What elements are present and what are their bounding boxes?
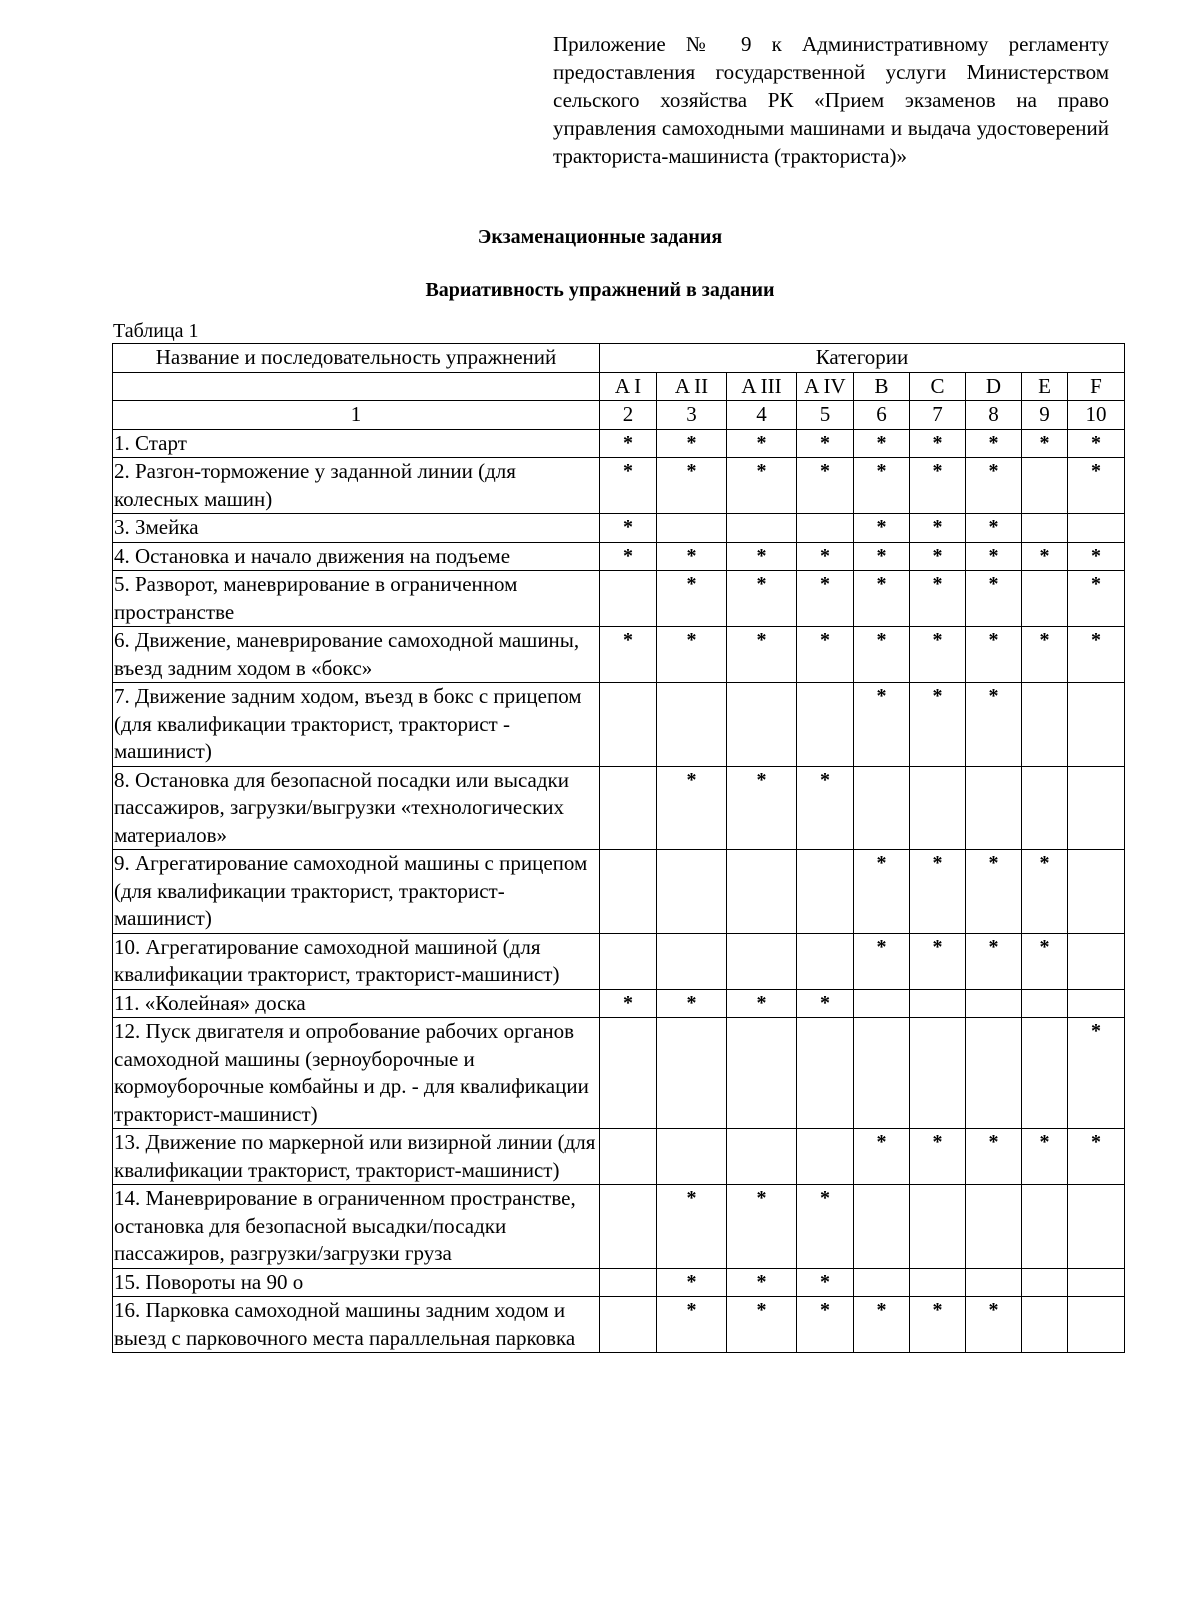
category-mark [600,571,657,627]
category-mark: * [1022,542,1068,571]
category-mark [910,989,966,1018]
category-mark [1022,989,1068,1018]
category-mark [1022,1297,1068,1353]
category-mark: * [910,514,966,543]
category-mark: * [966,514,1022,543]
category-mark: * [854,571,910,627]
column-number-cell: 2 [600,401,657,430]
category-mark [910,1018,966,1129]
exam-title: Экзаменационные задания [477,226,723,248]
category-mark [727,1018,797,1129]
category-mark [854,1268,910,1297]
category-mark [1022,1268,1068,1297]
category-mark [966,1018,1022,1129]
exercise-name: 13. Движение по маркерной или визирной линии (для квалификации тракторист, тракторист-машинист) [113,1129,600,1185]
category-mark: * [910,683,966,767]
category-mark [600,1129,657,1185]
category-mark: * [797,989,854,1018]
category-mark: * [1022,627,1068,683]
category-mark [657,1018,727,1129]
category-mark: * [797,1268,854,1297]
category-mark: * [797,571,854,627]
table-row [113,1268,1125,1297]
category-mark [1068,1297,1125,1353]
category-mark: * [854,933,910,989]
category-mark: * [854,514,910,543]
category-mark: * [727,1268,797,1297]
table-row [113,1297,1125,1353]
exercise-table [112,343,1125,1353]
variability-title: Вариативность упражнений в задании [425,279,775,301]
category-mark [1068,1185,1125,1269]
category-mark: * [657,429,727,458]
exercise-name: 7. Движение задним ходом, въезд в бокс с прицепом (для квалификации тракторист, тракторист - машинист) [113,683,600,767]
column-number-cell: 9 [1022,401,1068,430]
category-mark [966,1185,1022,1269]
category-mark [1022,1018,1068,1129]
category-mark [727,1129,797,1185]
table-row [113,933,1125,989]
category-cell: D [966,372,1022,401]
category-mark [966,766,1022,850]
category-mark: * [797,458,854,514]
annex-text: Приложение № 9 к Административному регламенту предоставления государственной услуги Министерством сельского хозяйства РК «Прием экзаменов на право управления самоходными машинами и выдача удостоверений тракториста-машиниста (тракториста)» [553,32,1109,168]
table-row [113,571,1125,627]
category-mark: * [854,1297,910,1353]
column-number-row [113,401,1125,430]
category-cell: A IV [797,372,854,401]
category-mark: * [727,766,797,850]
category-mark: * [797,1297,854,1353]
category-mark: * [910,933,966,989]
column-number-cell: 6 [854,401,910,430]
category-mark: * [910,1297,966,1353]
category-mark [600,1297,657,1353]
category-mark [854,766,910,850]
category-mark: * [966,933,1022,989]
category-mark: * [727,1297,797,1353]
category-mark [1022,766,1068,850]
category-mark [797,1018,854,1129]
category-mark [797,514,854,543]
category-mark [1022,571,1068,627]
exercise-name: 2. Разгон-торможение у заданной линии (для колесных машин) [113,458,600,514]
category-mark [910,1185,966,1269]
category-mark: * [1068,1129,1125,1185]
table-row [113,989,1125,1018]
column-number-cell: 3 [657,401,727,430]
category-mark [854,1185,910,1269]
category-mark: * [1068,627,1125,683]
table-row [113,627,1125,683]
category-mark: * [600,542,657,571]
category-mark: * [797,1185,854,1269]
column-number-cell: 8 [966,401,1022,430]
exercise-name: 10. Агрегатирование самоходной машиной (для квалификации тракторист, тракторист-машинист) [113,933,600,989]
empty-cell [113,372,600,401]
table-label: Таблица 1 [113,320,199,342]
category-mark: * [910,850,966,934]
category-mark: * [910,458,966,514]
category-mark [600,850,657,934]
column-number-cell: 4 [727,401,797,430]
category-mark: * [910,542,966,571]
category-mark [657,933,727,989]
category-cell: A II [657,372,727,401]
category-cell: A I [600,372,657,401]
category-mark [657,683,727,767]
category-mark [727,933,797,989]
category-mark: * [657,571,727,627]
category-mark [910,766,966,850]
category-mark: * [657,542,727,571]
exercise-column-header: Название и последовательность упражнений [113,344,600,373]
category-mark [966,989,1022,1018]
category-mark [657,514,727,543]
category-mark: * [854,683,910,767]
category-mark: * [966,542,1022,571]
exercise-name: 11. «Колейная» доска [113,989,600,1018]
category-mark [600,1185,657,1269]
header-row [113,344,1125,373]
category-mark: * [1068,1018,1125,1129]
category-mark [1068,514,1125,543]
category-mark [600,766,657,850]
category-mark: * [910,627,966,683]
category-mark: * [727,627,797,683]
category-mark: * [657,1185,727,1269]
category-mark: * [1022,850,1068,934]
category-mark: * [727,989,797,1018]
category-cell: E [1022,372,1068,401]
exercise-name: 8. Остановка для безопасной посадки или высадки пассажиров, загрузки/выгрузки «технологических материалов» [113,766,600,850]
category-mark: * [657,766,727,850]
category-mark: * [966,1129,1022,1185]
category-mark [657,1129,727,1185]
category-mark [600,683,657,767]
category-mark [1068,766,1125,850]
category-mark [1022,458,1068,514]
category-mark [1022,683,1068,767]
category-cell: A III [727,372,797,401]
category-mark [727,514,797,543]
category-mark: * [966,627,1022,683]
table-row [113,1129,1125,1185]
category-cell: C [910,372,966,401]
exercise-name: 9. Агрегатирование самоходной машины с прицепом (для квалификации тракторист, тракторист-машинист) [113,850,600,934]
category-mark: * [1022,429,1068,458]
category-mark: * [1022,1129,1068,1185]
category-mark: * [600,514,657,543]
category-mark: * [657,1297,727,1353]
category-cell: B [854,372,910,401]
category-mark [657,850,727,934]
category-mark: * [966,683,1022,767]
category-mark [797,933,854,989]
category-mark [1022,1185,1068,1269]
category-mark: * [966,571,1022,627]
category-mark: * [966,429,1022,458]
category-mark [1068,850,1125,934]
category-mark [797,1129,854,1185]
exercise-name: 1. Старт [113,429,600,458]
category-mark: * [727,1185,797,1269]
category-mark [1022,514,1068,543]
category-mark: * [854,1129,910,1185]
category-mark [1068,1268,1125,1297]
category-mark: * [797,766,854,850]
category-mark [1068,989,1125,1018]
table-row [113,683,1125,767]
category-cell: F [1068,372,1125,401]
category-mark: * [727,458,797,514]
category-mark [600,1018,657,1129]
category-mark: * [910,571,966,627]
exercise-name: 4. Остановка и начало движения на подъеме [113,542,600,571]
exercise-name: 16. Парковка самоходной машины задним ходом и выезд с парковочного места параллельная парковка [113,1297,600,1353]
category-mark: * [966,850,1022,934]
category-mark: * [1068,571,1125,627]
category-mark [910,1268,966,1297]
category-mark [854,1018,910,1129]
category-mark: * [727,429,797,458]
category-mark: * [600,989,657,1018]
category-mark: * [600,429,657,458]
category-mark: * [600,627,657,683]
exercise-name: 6. Движение, маневрирование самоходной машины, въезд задним ходом в «бокс» [113,627,600,683]
category-row [113,372,1125,401]
category-mark: * [1068,429,1125,458]
category-mark: * [600,458,657,514]
category-mark [854,989,910,1018]
category-mark [727,850,797,934]
category-mark: * [854,429,910,458]
table-row [113,458,1125,514]
exercise-name: 14. Маневрирование в ограниченном пространстве, остановка для безопасной высадки/посадки пассажиров, разгрузки/загрузки груза [113,1185,600,1269]
column-number-cell: 1 [113,401,600,430]
category-mark [600,933,657,989]
table-row [113,1018,1125,1129]
category-mark: * [797,627,854,683]
category-mark [727,683,797,767]
category-mark: * [727,542,797,571]
category-mark: * [797,542,854,571]
category-mark [797,683,854,767]
table-row [113,766,1125,850]
table-row [113,514,1125,543]
category-mark: * [657,1268,727,1297]
exercise-name: 3. Змейка [113,514,600,543]
table-row [113,850,1125,934]
category-mark: * [854,542,910,571]
exercise-name: 15. Повороты на 90 о [113,1268,600,1297]
category-mark [797,850,854,934]
category-mark: * [657,627,727,683]
category-mark: * [657,989,727,1018]
column-number-cell: 5 [797,401,854,430]
column-number-cell: 10 [1068,401,1125,430]
category-mark: * [854,850,910,934]
table-row [113,1185,1125,1269]
exercise-name: 5. Разворот, маневрирование в ограниченном пространстве [113,571,600,627]
categories-header: Категории [600,344,1125,373]
category-mark: * [1022,933,1068,989]
category-mark [1068,683,1125,767]
exercise-name: 12. Пуск двигателя и опробование рабочих органов самоходной машины (зерноуборочные и кормоуборочные комбайны и др. - для квалификации тракторист-машинист) [113,1018,600,1129]
table-row [113,429,1125,458]
table-row [113,542,1125,571]
category-mark: * [727,571,797,627]
category-mark: * [910,1129,966,1185]
column-number-cell: 7 [910,401,966,430]
category-mark: * [797,429,854,458]
category-mark: * [854,458,910,514]
category-mark [966,1268,1022,1297]
category-mark [600,1268,657,1297]
category-mark: * [910,429,966,458]
category-mark: * [854,627,910,683]
category-mark: * [657,458,727,514]
category-mark: * [1068,542,1125,571]
category-mark: * [1068,458,1125,514]
category-mark: * [966,458,1022,514]
category-mark [1068,933,1125,989]
category-mark: * [966,1297,1022,1353]
